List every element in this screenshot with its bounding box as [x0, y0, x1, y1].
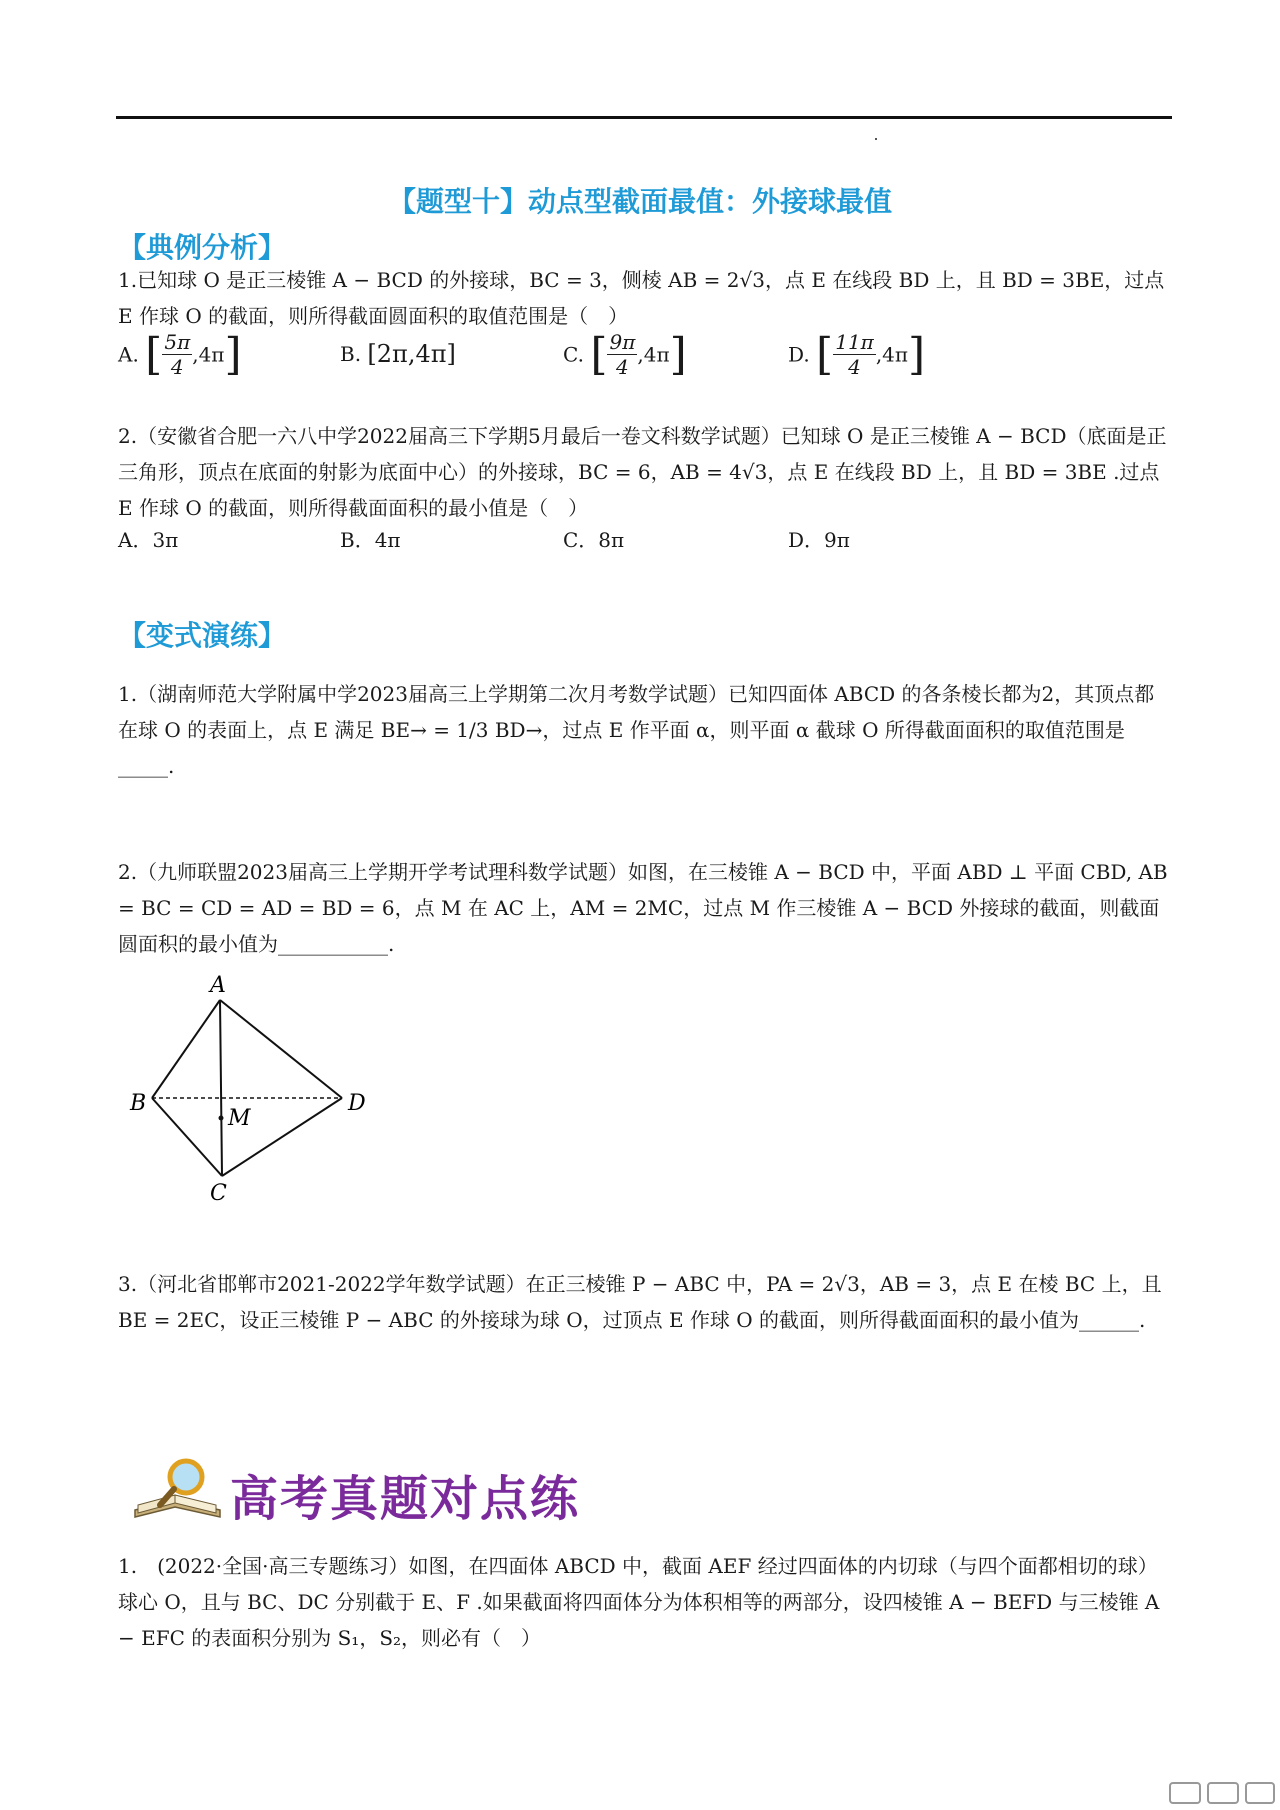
option-c: C．8π — [563, 528, 625, 552]
edge-bc — [152, 1098, 222, 1176]
option-d — [788, 330, 925, 379]
variant-3-text: 3.（河北省邯郸市2021-2022学年数学试题）在正三棱锥 P − ABC 中，PA = 2√3，AB = 3，点 E 在棱 BC 上，且 BE = 2EC，设正三棱锥 P − ABC 的外接球为球 O，过顶点 E 作球 O 的截面，则所得截面面积的最小值为______. — [118, 1272, 1162, 1332]
point-m — [219, 1116, 224, 1121]
option-b-label: B. — [340, 342, 362, 366]
denominator: 4 — [170, 355, 184, 379]
top-rule — [116, 116, 1172, 119]
fraction — [162, 330, 192, 379]
fraction — [833, 330, 876, 379]
bracket-open: [ — [590, 328, 608, 380]
label-b: B — [130, 1091, 147, 1116]
bracket-open: [ — [145, 328, 163, 380]
fraction — [607, 330, 637, 379]
bracket-close: ] — [669, 328, 687, 380]
option-c-label: C. — [563, 342, 584, 367]
section-heading-examples: 【典例分析】 — [118, 231, 287, 264]
label-a: A — [210, 973, 226, 998]
option-d-rest: ,4π — [875, 342, 909, 367]
variant-2-text: 2.（九师联盟2023届高三上学期开学考试理科数学试题）如图，在三棱锥 A − BCD 中，平面 ABD ⊥ 平面 CBD, AB = BC = CD = AD = BD = 6，点 M 在 AC 上，AM = 2MC，过点 M 作三棱锥 A − BCD 外接球的截面，则截面圆面积的最小值为___________. — [118, 860, 1168, 956]
watermark-toolbar-icon — [1168, 1781, 1278, 1805]
option-d: D．9π — [788, 528, 850, 552]
option-a — [118, 330, 242, 379]
label-d: D — [348, 1091, 366, 1116]
option-a-rest: ,4π — [192, 342, 225, 367]
example-1-options — [118, 330, 1173, 390]
bracket-open: [ — [816, 328, 834, 380]
tetrahedron-diagram — [118, 968, 378, 1208]
variant-1-text: 1.（湖南师范大学附属中学2023届高三上学期第二次月考数学试题）已知四面体 ABCD 的各条棱长都为2，其顶点都在球 O 的表面上，点 E 满足 BE→ = 1/3 BD→，过点 E 作平面 α，则平面 α 截球 O 所得截面面积的取值范围是_____. — [118, 682, 1155, 778]
numerator: 5π — [164, 330, 191, 354]
option-c-rest: ,4π — [637, 342, 670, 367]
book-magnifier-icon — [130, 1455, 230, 1525]
numerator: 9π — [609, 330, 636, 354]
edge-ac — [220, 1000, 222, 1176]
bracket-close: ] — [224, 328, 242, 380]
gaokao-1-text: 1. (2022·全国·高三专题练习）如图，在四面体 ABCD 中，截面 AEF 经过四面体的内切球（与四个面都相切的球）球心 O，且与 BC、DC 分别截于 E、F .如果截面将四面体分为体积相等的两部分，设四棱锥 A − BEFD 与三棱锥 A − EFC 的表面积分别为 S₁，S₂，则必有（ ） — [118, 1554, 1160, 1650]
edge-ad — [220, 1000, 342, 1098]
edge-ab — [152, 1000, 220, 1098]
option-b-text: [2π,4π] — [367, 340, 456, 368]
numerator: 11π — [835, 330, 874, 354]
option-b — [340, 340, 456, 368]
bracket-close: ] — [908, 328, 926, 380]
speck — [875, 138, 877, 140]
label-c: C — [210, 1181, 227, 1206]
option-a-label: A. — [118, 342, 139, 367]
label-m: M — [228, 1106, 251, 1131]
banner-title: 高考真题对点练 — [230, 1471, 581, 1527]
example-2-text: 2.（安徽省合肥一六八中学2022届高三下学期5月最后一卷文科数学试题）已知球 O 是正三棱锥 A − BCD（底面是正三角形，顶点在底面的射影为底面中心）的外接球，BC = 6，AB = 4√3，点 E 在线段 BD 上，且 BD = 3BE .过点 E 作球 O 的截面，则所得截面面积的最小值是（ ） — [118, 424, 1167, 520]
option-c — [563, 330, 687, 379]
example-2-options — [118, 524, 1173, 554]
denominator: 4 — [616, 355, 629, 379]
page-title: 【题型十】动点型截面最值：外接球最值 — [387, 185, 892, 218]
option-a: A．3π — [118, 528, 179, 552]
denominator: 4 — [848, 355, 861, 379]
option-b: B．4π — [340, 528, 401, 552]
option-d-label: D. — [788, 342, 810, 367]
example-1-text: 1.已知球 O 是正三棱锥 A − BCD 的外接球，BC = 3，侧棱 AB = 2√3，点 E 在线段 BD 上，且 BD = 3BE，过点 E 作球 O 的截面，则所得截面圆面积的取值范围是（ ） — [118, 268, 1165, 328]
section-heading-variants: 【变式演练】 — [118, 619, 287, 652]
